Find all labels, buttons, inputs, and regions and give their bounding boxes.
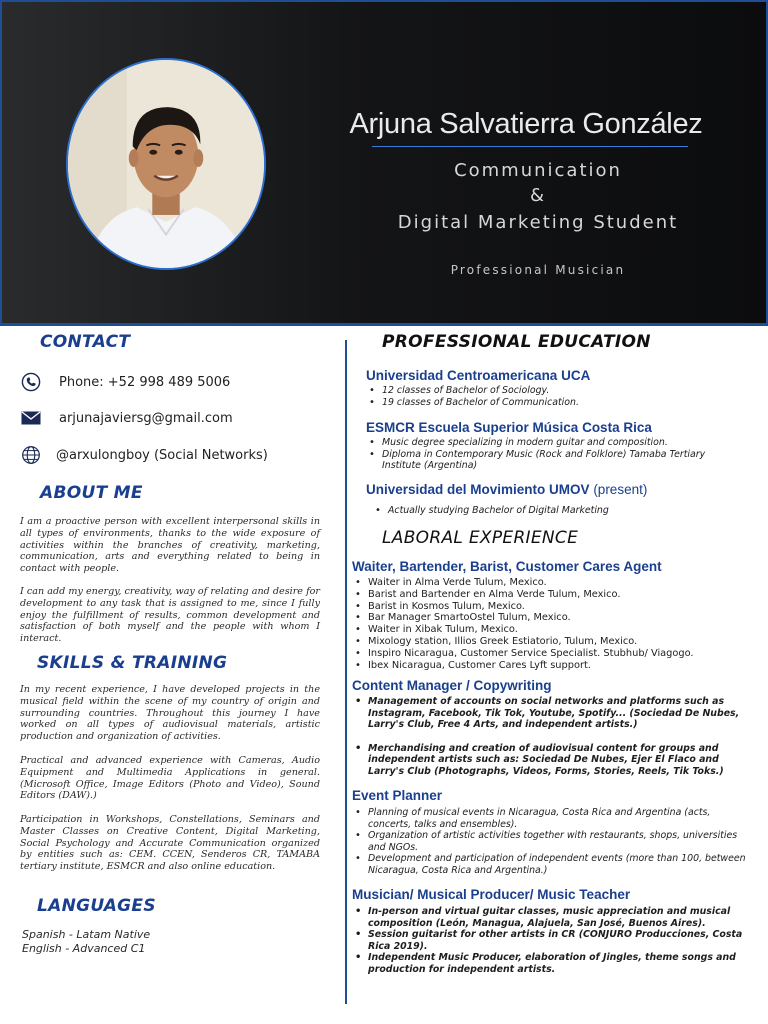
skills-heading: SKILLS & TRAINING — [37, 653, 228, 673]
role-items-list — [352, 906, 750, 976]
role-items-list — [352, 807, 750, 877]
school-items-list — [366, 385, 746, 408]
list-item: • Barist in Kosmos Tulum, Mexico. — [352, 601, 752, 613]
contact-email-link[interactable]: arjunajaviersg@gmail.com — [59, 410, 233, 426]
list-item: • Mixology station, Illios Greek Estiatorio, Tulum, Mexico. — [352, 636, 752, 648]
contact-social-row[interactable] — [20, 444, 268, 466]
list-item: • Barist and Bartender en Alma Verde Tulum, Mexico. — [352, 589, 752, 601]
list-item: • Independent Music Producer, elaboration of Jingles, theme songs and production for independent artists. — [352, 952, 750, 975]
contact-phone-row — [20, 371, 230, 393]
school-name: Universidad Centroamericana UCA — [366, 368, 591, 383]
skills-paragraph-1: In my recent experience, I have developed projects in the musical field within the scene of my country of origin and surrounding countries. Throughout this journey I have worked on all types of audiovisual materials, artistic production and organization of activities. — [20, 684, 320, 743]
portrait-image — [68, 60, 264, 268]
list-item: • Actually studying Bachelor of Digital Marketing — [372, 505, 742, 517]
education-heading: PROFESSIONAL EDUCATION — [382, 332, 651, 352]
about-paragraph-1: I am a proactive person with excellent interpersonal skills in all types of environments, thanks to the wide exposure of activities within the branches of creativity, marketing, communication, arts and everything related to being in contact with people. — [20, 516, 320, 575]
languages-heading: LANGUAGES — [37, 896, 156, 916]
school-items-list — [372, 505, 742, 517]
list-item: • Planning of musical events in Nicaragua, Costa Rica and Argentina (acts, concerts, talks and ensembles). — [352, 807, 750, 830]
role-items-list — [352, 696, 750, 778]
list-item: • Waiter in Xibak Tulum, Mexico. — [352, 624, 752, 636]
list-item: • 12 classes of Bachelor of Sociology. — [366, 385, 746, 397]
profile-photo — [66, 58, 266, 270]
list-item: • Organization of artistic activities together with restaurants, shops, universities and NGOs. — [352, 830, 750, 853]
language-item: Spanish - Latam Native — [22, 928, 151, 941]
header-banner — [0, 0, 768, 326]
list-item: • Merchandising and creation of audiovisual content for groups and independent artists such as: Sociedad De Nubes, Ejer El Flaco and Larry's Club (Photographs, Videos, Forms, Stories, Reels, Tik Toks.) — [352, 743, 750, 778]
subtitle-line-3: Digital Marketing Student — [397, 212, 679, 233]
contact-phone-text: Phone: +52 998 489 5006 — [59, 374, 231, 390]
list-item: • Diploma in Contemporary Music (Rock and Folklore) Tamaba Tertiary Institute (Argentina) — [366, 449, 716, 472]
school-name — [366, 482, 647, 497]
role-title: Content Manager / Copywriting — [352, 678, 552, 693]
skills-paragraph-2: Practical and advanced experience with Cameras, Audio Equipment and Multimedia Applications in general. (Microsoft Office, Image Editors (Photo and Video), Sound Editors (DAW).) — [20, 755, 320, 802]
phone-icon — [20, 371, 42, 393]
name-underline — [372, 146, 688, 147]
tagline: Professional Musician — [450, 263, 626, 277]
role-title: Event Planner — [352, 788, 443, 803]
column-divider — [345, 340, 347, 1004]
school-name: ESMCR Escuela Superior Música Costa Rica — [366, 420, 652, 435]
contact-social-link[interactable]: @arxulongboy (Social Networks) — [56, 447, 268, 463]
skills-paragraph-3: Participation in Workshops, Constellations, Seminars and Master Classes on Creative Content, Digital Marketing, Social Psychology and Accurate Communication organized by entities such as: CEM. CCEN, Senderos CR, TAMABA tertiary institute, ESMCR and also online education. — [20, 814, 320, 873]
school-items-list — [366, 437, 716, 472]
list-item: • Inspiro Nicaragua, Customer Service Specialist. Stubhub/ Viagogo. — [352, 648, 752, 660]
globe-icon — [20, 444, 42, 466]
role-items-list — [352, 577, 752, 671]
subtitle-line-2: & — [529, 185, 547, 206]
list-item: • Ibex Nicaragua, Customer Cares Lyft support. — [352, 660, 752, 672]
envelope-icon — [20, 407, 42, 429]
about-heading: ABOUT ME — [40, 483, 143, 503]
subtitle-line-1: Communication — [454, 160, 622, 181]
contact-heading: CONTACT — [40, 332, 131, 352]
list-item: • Music degree specializing in modern guitar and composition. — [366, 437, 716, 449]
list-item: • In-person and virtual guitar classes, music appreciation and musical composition (León, Managua, Alajuela, San José, Buenos Aires). — [352, 906, 750, 929]
language-item: English - Advanced C1 — [22, 942, 146, 955]
role-title: Musician/ Musical Producer/ Music Teacher — [352, 887, 631, 902]
list-item: • Bar Manager SmartoOstel Tulum, Mexico. — [352, 612, 752, 624]
list-item: • Management of accounts on social networks and platforms such as Instagram, Facebook, Tik Tok, Youtube, Spotify... (Sociedad De Nubes, Larry's Club, Free 4 Arts, and independent artists.) — [352, 696, 750, 731]
school-status-note: (present) — [593, 482, 648, 497]
about-paragraph-2: I can add my energy, creativity, way of relating and desire for development to any task that is assigned to me, since I fully enjoy the fulfillment of results, common development and satisfaction of both myself and the people with whom I interact. — [20, 586, 320, 645]
contact-email-row[interactable] — [20, 407, 233, 429]
list-item: • Waiter in Alma Verde Tulum, Mexico. — [352, 577, 752, 589]
candidate-name: Arjuna Salvatierra González — [349, 108, 703, 140]
experience-heading: LABORAL EXPERIENCE — [382, 528, 579, 548]
school-name-text: Universidad del Movimiento UMOV — [366, 482, 590, 497]
list-item: • 19 classes of Bachelor of Communication. — [366, 397, 746, 409]
list-item: • Development and participation of independent events (more than 100, between Nicaragua, Costa Rica and Argentina.) — [352, 853, 750, 876]
list-item: • Session guitarist for other artists in CR (CONJURO Producciones, Costa Rica 2019). — [352, 929, 750, 952]
role-title: Waiter, Bartender, Barist, Customer Cares Agent — [352, 559, 662, 574]
